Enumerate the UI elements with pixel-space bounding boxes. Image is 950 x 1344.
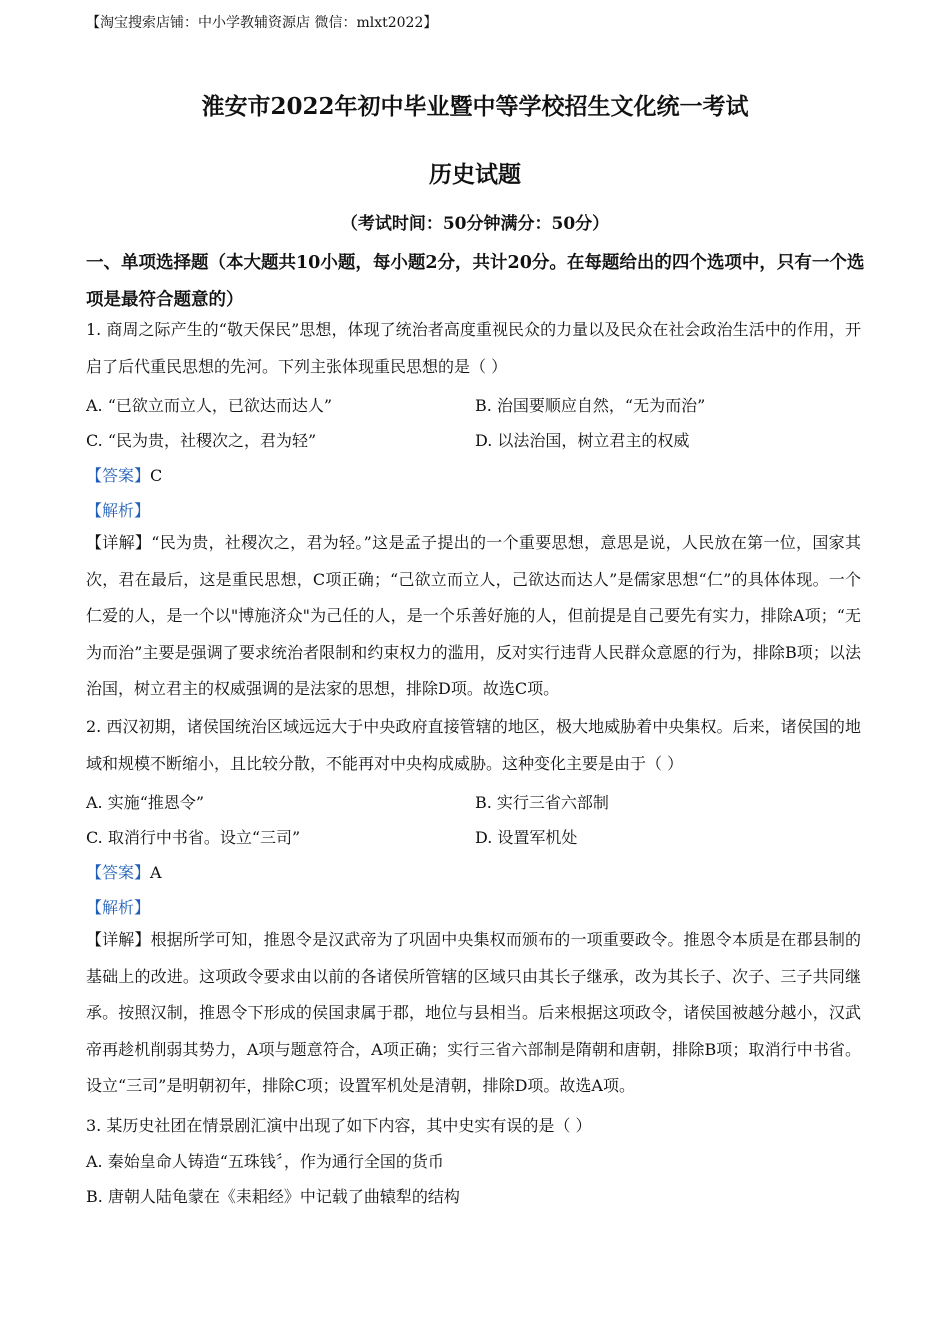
question-2-answer	[86, 860, 162, 883]
answer-value: C	[150, 466, 163, 485]
answer-tag: 【答案】	[86, 863, 151, 882]
detail-text: “民为贵，社稷次之，君为轻。”这是孟子提出的一个重要思想，意思是说，人民放在第一位，国家其次，君在最后，这是重民思想，C项正确；“己欲立而立人，己欲达而达人”是儒家思想“仁”的具体体现。一个仁爱的人，是一个以"博施济众"为己任的人，是一个乐善好施的人，但前提是自己要先有实力，排除A项；“无为而治”主要是强调了要求统治者限制和约束权力的滥用，反对实行违背人民群众意愿的行为，排除B项；以法治国，树立君主的权威强调的是法家的思想，排除D项。故选C项。	[86, 533, 861, 698]
question-3-option-b: B. 唐朝人陆龟蒙在《耒耜经》中记载了曲辕犁的结构	[86, 1187, 460, 1206]
question-1-option-b: B. 治国要顺应自然，“无为而治”	[475, 396, 706, 415]
question-2-detail	[86, 922, 861, 1105]
detail-tag: 【详解】	[86, 930, 151, 949]
question-1-stem: 1. 商周之际产生的“敬天保民”思想，体现了统治者高度重视民众的力量以及民众在社会政治生活中的作用，开启了后代重民思想的先河。下列主张体现重民思想的是（ ）	[86, 320, 861, 376]
question-1-analysis-tag: 【解析】	[86, 501, 151, 520]
question-1-option-a: A. “已欲立而立人，已欲达而达人”	[86, 396, 333, 415]
subject-title: 历史试题	[429, 161, 521, 188]
question-2-stem: 2. 西汉初期，诸侯国统治区域远远大于中央政府直接管辖的地区，极大地威胁着中央集权。后来，诸侯国的地域和规模不断缩小，且比较分散，不能再对中央构成威胁。这种变化主要是由于（ ）	[86, 717, 861, 773]
detail-tag: 【详解】	[86, 533, 152, 552]
exam-info: （考试时间：50分钟满分：50分）	[340, 214, 610, 234]
question-1-option-c: C. “民为贵，社稷次之，君为轻”	[86, 431, 317, 450]
exam-title: 淮安市2022年初中毕业暨中等学校招生文化统一考试	[201, 93, 749, 120]
question-1-answer	[86, 463, 162, 486]
answer-value: A	[150, 863, 162, 882]
header-banner: 【淘宝搜索店铺：中小学教辅资源店 微信：mlxt2022】	[86, 15, 438, 31]
question-2-option-c: C. 取消行中书省。设立“三司”	[86, 828, 301, 847]
question-3-stem: 3. 某历史社团在情景剧汇演中出现了如下内容，其中史实有误的是（ ）	[86, 1116, 592, 1135]
question-2-option-b: B. 实行三省六部制	[475, 793, 609, 812]
answer-tag: 【答案】	[86, 466, 151, 485]
question-1-option-d: D. 以法治国，树立君主的权威	[475, 431, 690, 450]
detail-text: 根据所学可知，推恩令是汉武帝为了巩固中央集权而颁布的一项重要政令。推恩令本质是在郡县制的基础上的改进。这项政令要求由以前的各诸侯所管辖的区域只由其长子继承，改为其长子、次子、三子共同继承。按照汉制，推恩令下形成的侯国隶属于郡，地位与县相当。后来根据这项政令，诸侯国被越分越小，汉武帝再趁机削弱其势力，A项与题意符合，A项正确；实行三省六部制是隋朝和唐朝，排除B项；取消行中书省。设立“三司”是明朝初年，排除C项；设置军机处是清朝，排除D项。故选A项。	[86, 930, 861, 1095]
question-1-detail	[86, 525, 861, 708]
question-2-option-a: A. 实施“推恩令”	[86, 793, 205, 812]
question-2-analysis-tag: 【解析】	[86, 898, 151, 917]
section-heading: 一、单项选择题（本大题共10小题，每小题2分，共计20分。在每题给出的四个选项中，只有一个选项是最符合题意的）	[86, 253, 865, 310]
question-3-option-a: A. 秦始皇命人铸造“五珠钱〞，作为通行全国的货币	[86, 1152, 444, 1171]
question-2-option-d: D. 设置军机处	[475, 828, 578, 847]
